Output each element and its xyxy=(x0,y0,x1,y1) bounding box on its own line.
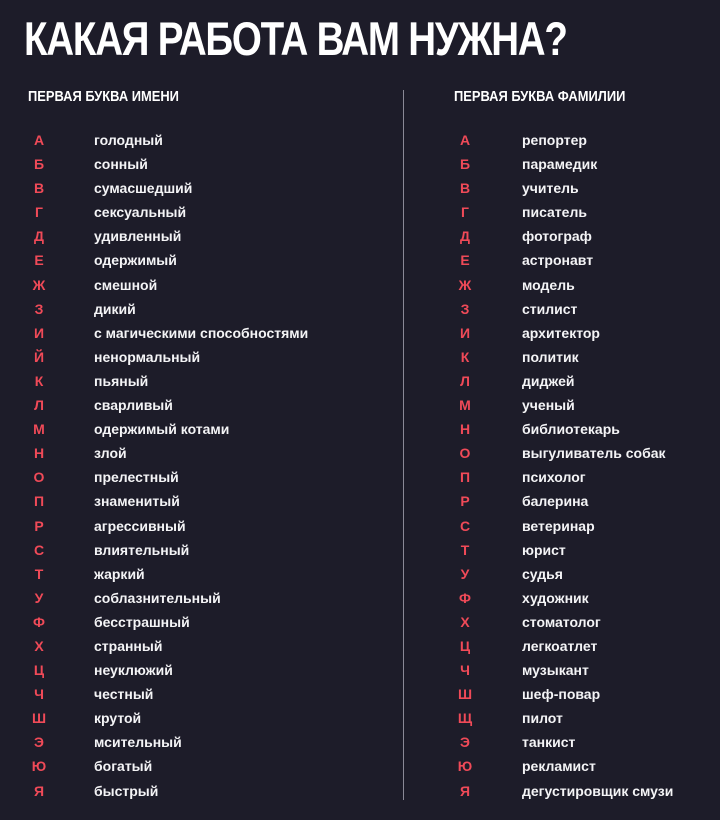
row-letter: Ф xyxy=(33,613,45,630)
row-letter: К xyxy=(460,348,470,365)
row-letter: Б xyxy=(459,156,471,173)
row-letter: К xyxy=(34,372,44,389)
row-letter: Н xyxy=(33,445,45,462)
list-item xyxy=(28,224,388,248)
list-item xyxy=(28,682,388,706)
row-letter: Р xyxy=(34,517,44,534)
row-letter: Л xyxy=(34,397,44,414)
list-item xyxy=(28,465,388,489)
row-letter: Р xyxy=(460,493,470,510)
row-word: ненормальный xyxy=(94,348,201,365)
list-item xyxy=(454,297,714,321)
row-word: судья xyxy=(522,565,563,582)
row-word: писатель xyxy=(522,204,587,221)
row-word: стилист xyxy=(522,300,578,317)
row-letter: Е xyxy=(34,252,44,269)
row-word: шеф-повар xyxy=(522,686,601,703)
first-name-column xyxy=(28,86,388,803)
row-word: дикий xyxy=(94,300,136,317)
row-word: фотограф xyxy=(522,228,592,245)
list-item xyxy=(28,706,388,730)
list-item xyxy=(454,321,714,345)
row-letter: В xyxy=(33,180,45,197)
list-item xyxy=(454,224,714,248)
list-item xyxy=(28,321,388,345)
row-word: политик xyxy=(522,348,579,365)
row-letter: С xyxy=(33,541,45,558)
row-word: сонный xyxy=(94,156,148,173)
row-letter: Х xyxy=(34,637,44,654)
row-letter: Ц xyxy=(33,662,45,679)
row-word: рекламист xyxy=(522,758,596,775)
list-item xyxy=(28,754,388,778)
row-letter: Т xyxy=(460,541,470,558)
list-item xyxy=(28,393,388,417)
row-word: психолог xyxy=(522,469,586,486)
row-letter: Ч xyxy=(460,662,470,679)
row-word: удивленный xyxy=(94,228,182,245)
row-letter: Е xyxy=(460,252,470,269)
row-letter: Я xyxy=(33,782,45,799)
first-name-header: ПЕРВАЯ БУКВА ИМЕНИ xyxy=(28,88,179,105)
list-item xyxy=(28,297,388,321)
row-letter: Г xyxy=(35,204,43,221)
row-letter: И xyxy=(459,324,471,341)
list-item xyxy=(454,176,714,200)
row-letter: Ш xyxy=(457,686,473,703)
row-word: юрист xyxy=(522,541,566,558)
row-word: музыкант xyxy=(522,662,589,679)
list-item xyxy=(28,489,388,513)
row-word: парамедик xyxy=(522,156,598,173)
list-item xyxy=(28,152,388,176)
row-word: учитель xyxy=(522,180,579,197)
list-item xyxy=(28,176,388,200)
row-word: знаменитый xyxy=(94,493,180,510)
row-word: одержимый котами xyxy=(94,421,230,438)
row-letter: Х xyxy=(460,613,470,630)
list-item xyxy=(28,610,388,634)
row-word: сварливый xyxy=(94,397,173,414)
row-word: стоматолог xyxy=(522,613,601,630)
list-item xyxy=(28,273,388,297)
row-letter: И xyxy=(33,324,45,341)
row-letter: Ж xyxy=(32,276,46,293)
list-item xyxy=(28,248,388,272)
row-letter: Л xyxy=(460,372,470,389)
list-item xyxy=(454,273,714,297)
row-letter: З xyxy=(34,300,44,317)
list-item xyxy=(454,730,714,754)
row-letter: О xyxy=(33,469,45,486)
row-letter: А xyxy=(459,132,471,148)
row-letter: П xyxy=(33,493,45,510)
row-word: бесстрашный xyxy=(94,613,190,630)
row-word: астронавт xyxy=(522,252,594,269)
row-word: злой xyxy=(94,445,127,462)
row-letter: З xyxy=(460,300,470,317)
row-letter: Д xyxy=(460,228,470,245)
row-word: с магическими способностями xyxy=(94,324,309,341)
row-letter: Ю xyxy=(31,758,47,775)
row-word: одержимый xyxy=(94,252,177,269)
list-item xyxy=(454,369,714,393)
row-letter: Ф xyxy=(459,589,471,606)
row-letter: Э xyxy=(34,734,44,751)
row-word: ветеринар xyxy=(522,517,595,534)
row-letter: Д xyxy=(34,228,44,245)
list-item xyxy=(454,779,714,803)
page-title: КАКАЯ РАБОТА ВАМ НУЖНА? xyxy=(24,12,567,65)
list-item xyxy=(454,489,714,513)
row-letter: У xyxy=(34,589,44,606)
list-item xyxy=(454,417,714,441)
row-letter: Щ xyxy=(457,710,473,727)
row-word: соблазнительный xyxy=(94,589,221,606)
row-word: ученый xyxy=(522,397,575,414)
row-word: крутой xyxy=(94,710,142,727)
list-item xyxy=(454,152,714,176)
list-item xyxy=(28,441,388,465)
list-item xyxy=(454,706,714,730)
row-word: мсительный xyxy=(94,734,182,751)
list-item xyxy=(28,779,388,803)
list-item xyxy=(454,682,714,706)
row-word: странный xyxy=(94,637,163,654)
list-item xyxy=(28,345,388,369)
list-item xyxy=(28,730,388,754)
list-item xyxy=(454,128,714,152)
list-item xyxy=(454,441,714,465)
row-word: библиотекарь xyxy=(522,421,620,438)
row-word: сексуальный xyxy=(94,204,187,221)
list-item xyxy=(28,586,388,610)
last-name-header: ПЕРВАЯ БУКВА ФАМИЛИИ xyxy=(454,88,626,105)
row-letter: Н xyxy=(459,421,471,438)
list-item xyxy=(28,128,388,152)
list-item xyxy=(28,514,388,538)
column-divider xyxy=(403,90,404,800)
row-letter: П xyxy=(459,469,471,486)
row-word: репортер xyxy=(522,132,587,148)
row-letter: С xyxy=(459,517,471,534)
list-item xyxy=(28,417,388,441)
row-word: танкист xyxy=(522,734,576,751)
list-item xyxy=(28,562,388,586)
row-word: архитектор xyxy=(522,324,600,341)
row-word: диджей xyxy=(522,372,575,389)
row-letter: Ш xyxy=(31,710,47,727)
row-letter: Й xyxy=(33,348,45,365)
row-letter: М xyxy=(459,397,471,414)
row-word: выгуливатель собак xyxy=(522,445,666,462)
row-word: богатый xyxy=(94,758,153,775)
row-word: модель xyxy=(522,276,575,293)
row-word: пилот xyxy=(522,710,563,727)
row-word: легкоатлет xyxy=(522,637,598,654)
list-item xyxy=(454,465,714,489)
list-item xyxy=(28,634,388,658)
row-word: влиятельный xyxy=(94,541,190,558)
row-word: жаркий xyxy=(94,565,145,582)
row-word: пьяный xyxy=(94,372,149,389)
list-item xyxy=(454,200,714,224)
row-letter: М xyxy=(33,421,45,438)
row-word: прелестный xyxy=(94,469,179,486)
list-item xyxy=(454,610,714,634)
list-item xyxy=(28,369,388,393)
row-word: быстрый xyxy=(94,782,159,799)
list-item xyxy=(28,200,388,224)
last-name-list xyxy=(454,128,714,803)
row-letter: У xyxy=(460,565,470,582)
row-word: неуклюжий xyxy=(94,662,173,679)
row-letter: В xyxy=(459,180,471,197)
row-letter: Ц xyxy=(459,637,471,654)
row-word: сумасшедший xyxy=(94,180,193,197)
list-item xyxy=(28,538,388,562)
row-letter: Э xyxy=(460,734,470,751)
row-letter: А xyxy=(33,132,45,148)
list-item xyxy=(454,586,714,610)
list-item xyxy=(454,514,714,538)
row-word: балерина xyxy=(522,493,589,510)
list-item xyxy=(454,634,714,658)
first-name-list xyxy=(28,128,388,803)
row-word: дегустировщик смузи xyxy=(522,782,674,799)
list-item xyxy=(454,754,714,778)
list-item xyxy=(454,658,714,682)
row-letter: Б xyxy=(33,156,45,173)
row-word: художник xyxy=(522,589,589,606)
list-item xyxy=(454,345,714,369)
list-item xyxy=(28,658,388,682)
list-item xyxy=(454,393,714,417)
row-letter: Я xyxy=(459,782,471,799)
list-item xyxy=(454,248,714,272)
list-item xyxy=(454,562,714,586)
list-item xyxy=(454,538,714,562)
row-letter: Ю xyxy=(457,758,473,775)
row-word: смешной xyxy=(94,276,158,293)
row-letter: Г xyxy=(461,204,469,221)
row-word: честный xyxy=(94,686,154,703)
row-letter: Ч xyxy=(34,686,44,703)
row-letter: Ж xyxy=(458,276,472,293)
row-word: голодный xyxy=(94,132,163,148)
last-name-column xyxy=(454,86,714,803)
row-letter: Т xyxy=(34,565,44,582)
row-word: агрессивный xyxy=(94,517,186,534)
row-letter: О xyxy=(459,445,471,462)
